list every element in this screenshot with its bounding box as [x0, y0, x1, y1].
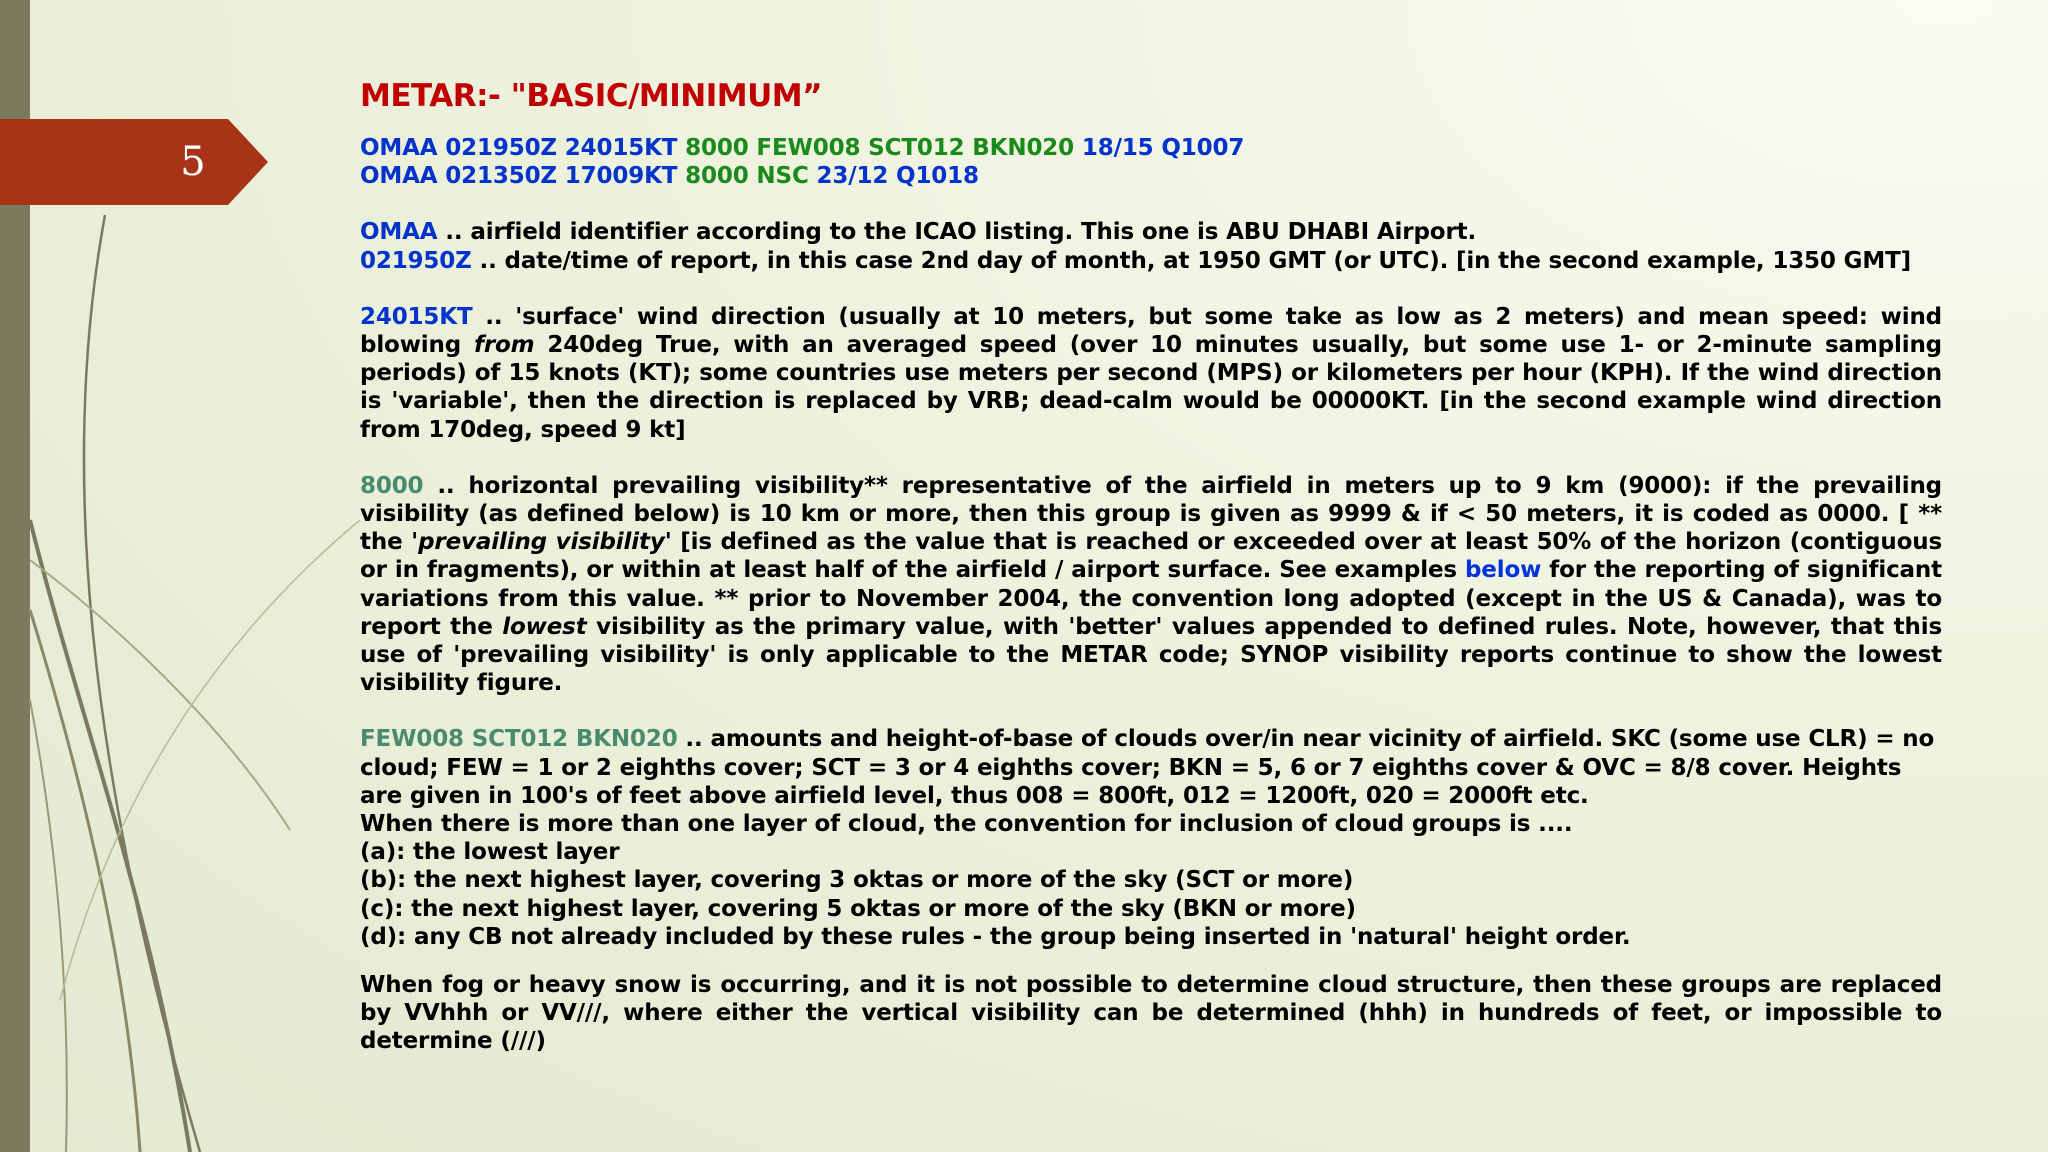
- time-explanation: [360, 247, 1942, 275]
- slide-content: [360, 76, 1942, 1056]
- clouds-rule-b: (b): the next highest layer, covering 3 oktas or more of the sky (SCT or more): [360, 867, 1354, 894]
- visibility-italic-1: prevailing visibility: [418, 529, 665, 556]
- wind-explanation: [360, 303, 1942, 444]
- wind-text-1: .. 'surface' wind direction (usually at 10 meters, but some take as low as 2 meters) and mean speed: wind blowing: [360, 303, 1942, 359]
- slide-title: METAR:- "BASIC/MINIMUM”: [360, 78, 822, 114]
- clouds-rule-a: (a): the lowest layer: [360, 839, 620, 866]
- wind-italic: from: [473, 332, 535, 359]
- metar-1-vis-clouds: 8000 FEW008 SCT012 BKN020: [685, 135, 1075, 161]
- clouds-rule-intro: When there is more than one layer of cloud, the convention for inclusion of cloud groups is ....: [360, 811, 1573, 838]
- station-explanation: [360, 218, 1942, 246]
- metar-1-station-time-wind: OMAA 021950Z 24015KT: [360, 135, 678, 161]
- slide-number-tag: [0, 119, 268, 205]
- metar-example-1: [360, 134, 1942, 162]
- time-term: 021950Z: [360, 247, 472, 274]
- clouds-text: .. amounts and height-of-base of clouds over/in near vicinity of airfield. SKC (some use CLR) = no cloud; FEW = 1 or 2 eighths cover; SCT = 3 or 4 eighths cover; BKN = 5, 6 or 7 eighths cover & OVC = 8/8 cover. Heights are given in 100's of feet above airfield level, thus 008 = 800ft, 012 = 1200ft, 020 = 2000ft etc.: [360, 726, 1935, 809]
- visibility-explanation: [360, 472, 1942, 698]
- visibility-term: 8000: [360, 472, 424, 499]
- clouds-explanation: [360, 725, 1942, 810]
- visibility-italic-2: lowest: [502, 613, 587, 640]
- slide-number: 5: [180, 139, 206, 185]
- visibility-text-1: .. horizontal prevailing visibility** representative of the airfield in meters up to 9 km (9000): if the prevailing visibility (as defined below) is 10 km or more, then this group is given as 9999 & if < 50 meters, it is coded as 0000. [ ** the ': [360, 472, 1942, 556]
- metar-2-temp-qnh: 23/12 Q1018: [816, 163, 979, 190]
- station-text: .. airfield identifier according to the ICAO listing. This one is ABU DHABI Airport.: [437, 219, 1477, 246]
- visibility-text-2: ' [is defined as the value that is reached or exceeded over at least 50% of the horizon (contiguous or in fragments), or within at least half of the airfield / airport surface. See examples: [360, 529, 1942, 584]
- visibility-text-4: visibility as the primary value, with 'better' values appended to defined rules. Note, however, that this use of 'prevailing visibility' is only applicable to the METAR code; SYNOP visibility reports continue to show the lowest visibility figure.: [360, 613, 1942, 697]
- metar-2-station-time-wind: OMAA 021350Z 17009KT: [360, 163, 678, 190]
- fog-explanation: When fog or heavy snow is occurring, and it is not possible to determine cloud structure, then these groups are replaced by VVhhh or VV///, where either the vertical visibility can be determined (hhh) in hundreds of feet, or impossible to determine (///): [360, 972, 1942, 1055]
- visibility-text-3: for the reporting of significant variations from this value. ** prior to November 2004, the convention long adopted (except in the US & Canada), was to report the: [360, 557, 1942, 640]
- wind-text-2: 240deg True, with an averaged speed (over 10 minutes usually, but some use 1- or 2-minute sampling periods) of 15 knots (KT); some countries use meters per second (MPS) or kilometers per hour (KPH). If the wind direction is 'variable', then the direction is replaced by VRB; dead-calm would be 00000KT. [in the second example wind direction from 170deg, speed 9 kt]: [360, 332, 1942, 443]
- station-term: OMAA: [360, 219, 438, 246]
- clouds-rule-c: (c): the next highest layer, covering 5 oktas or more of the sky (BKN or more): [360, 895, 1356, 922]
- metar-2-vis-clouds: 8000 NSC: [685, 163, 809, 190]
- below-link[interactable]: below: [1464, 557, 1542, 584]
- time-text: .. date/time of report, in this case 2nd day of month, at 1950 GMT (or UTC). [in the second example, 1350 GMT]: [471, 247, 1911, 274]
- metar-1-temp-qnh: 18/15 Q1007: [1081, 135, 1245, 161]
- metar-example-2: [360, 162, 1942, 190]
- clouds-term: FEW008 SCT012 BKN020: [360, 726, 678, 753]
- clouds-rule-d: (d): any CB not already included by these rules - the group being inserted in 'natural' height order.: [360, 923, 1631, 950]
- wind-term: 24015KT: [360, 303, 473, 330]
